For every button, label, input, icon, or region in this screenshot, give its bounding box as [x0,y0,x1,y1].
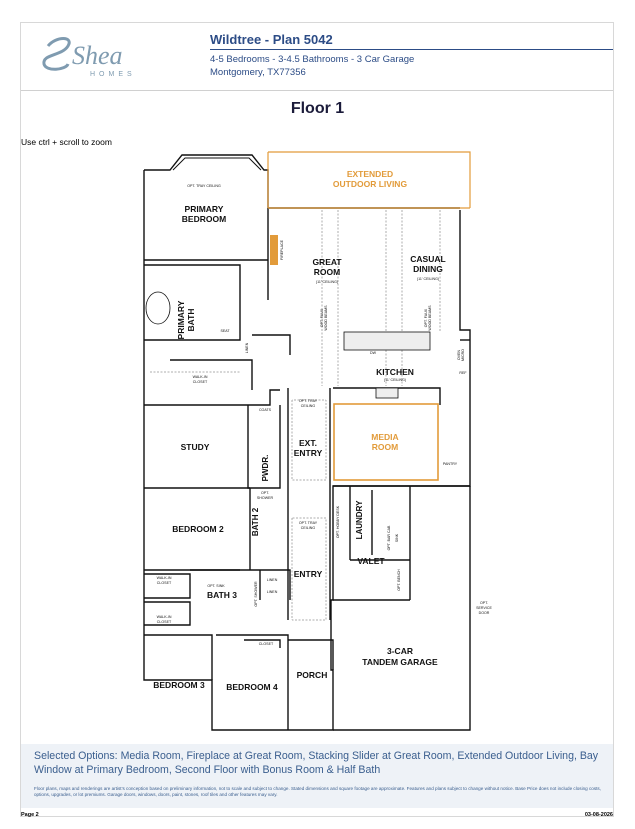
label-opt-sink: OPT. SINK [207,584,225,588]
label-outdoor-2: OUTDOOR LIVING [332,179,408,189]
label-tray-primary: OPT. TRAY CEILING [187,184,221,188]
label-bath3: BATH 3 [206,590,238,600]
logo-sub: HOMES [90,71,136,78]
label-linen-b: LINEN [266,590,278,594]
label-kitchen: KITCHEN [376,367,414,377]
label-entry: ENTRY [293,569,323,579]
label-pwdr: PWDR. [261,454,270,482]
label-bar-cab: OPT. BAR CAB [387,525,391,551]
zoom-hint: Use ctrl + scroll to zoom [21,137,112,147]
label-laundry: LAUNDRY [355,500,364,540]
label-beams-a2: WOOD BEAMS [324,305,328,331]
label-porch: PORCH [296,670,328,680]
label-wic2-2: CLOSET [156,581,172,585]
label-linen: LINEN [245,342,249,354]
label-wic3-1: WALK-IN [156,615,172,619]
label-opt-shower-2: SHOWER [256,496,274,500]
label-service-door-3: DOOR [478,611,490,615]
label-tray-ext-1: OPT. TRAY [298,399,318,403]
label-kitchen-ceiling: (11' CEILING) [383,378,407,382]
label-walkin-1: WALK-IN [192,375,208,379]
label-oven-1: OVEN [457,349,461,361]
label-great-ceiling: (11' CEILING) [315,280,339,284]
plan-location: Montgomery, TX77356 [210,66,306,78]
label-ref: REF [459,371,467,375]
label-media-1: MEDIA [371,432,399,442]
label-study: STUDY [180,442,210,452]
label-opt-shower-b3: OPT. SHOWER [254,581,258,607]
label-primary-bedroom-1: PRIMARY [184,204,224,214]
label-outdoor-1: EXTENDED [346,169,394,179]
label-pantry: PANTRY [442,462,458,466]
label-primary-bedroom-2: BEDROOM [181,214,227,224]
label-casual-1: CASUAL [410,254,446,264]
label-sink: SINK [395,533,399,543]
plan-details: 4-5 Bedrooms - 3-4.5 Bathrooms - 3 Car Garage [210,54,415,65]
label-ext-1: EXT. [299,438,317,448]
label-service-door-2: SERVICE [476,606,492,610]
label-closet: CLOSET [258,642,274,646]
label-opt-bench: OPT. BENCH [397,569,401,591]
label-casual-2: DINING [413,264,443,274]
label-casual-ceiling: (11' CEILING) [416,277,440,281]
label-beams-b1: OPT. FAUX [424,308,428,328]
logo-word: Shea [72,41,123,70]
label-tray-ext-2: CEILING [300,404,316,408]
label-dw: DW [370,351,376,355]
label-great-2: ROOM [313,267,341,277]
label-media-2: ROOM [371,442,399,452]
label-opt-shower-1: OPT. [261,491,269,495]
label-bath2: BATH 2 [251,507,260,537]
label-ext-2: ENTRY [293,448,323,458]
selected-options: Selected Options: Media Room, Fireplace at Great Room, Stacking Slider at Great Room, Extended Outdoor Living, Bay Window at Primary Bedroom, Second Floor with Bonus Room & Half Bath [34,750,599,776]
label-linen-a: LINEN [266,578,278,582]
print-date: 03-08-2026 [584,812,613,818]
plan-title: Wildtree - Plan 5042 [210,32,333,47]
label-beams-a1: OPT. FAUX [320,308,324,328]
label-garage-2: TANDEM GARAGE [362,657,438,667]
label-beams-b2: WOOD BEAMS [428,305,432,331]
floor-title: Floor 1 [290,100,345,117]
disclaimer: Floor plans, maps and renderings are artist's conception based on preliminary information, not to scale and subject to change. Stated dimensions and square footage are approximate. Features and plans subject to change without notice. Base Price does not include closing costs, options, upgrades, or lot premiums. Garage doors, windows, doors, paint, stones, roof tiles and other features may vary. [34,786,602,797]
label-garage-1: 3-CAR [387,646,413,656]
label-primary-bath-2: BATH [186,308,196,332]
label-valet: VALET [357,556,385,566]
label-fireplace: FIREPLACE [280,240,284,260]
label-oven-2: MICRO [461,349,465,361]
label-great-1: GREAT [312,257,342,267]
label-bedroom4: BEDROOM 4 [226,682,278,692]
label-tray-entry-1: OPT. TRAY [298,521,318,525]
floor-plan[interactable] [140,150,492,735]
label-wic2-1: WALK-IN [156,576,172,580]
label-walkin-2: CLOSET [192,380,208,384]
plan-details-block [210,54,414,79]
label-service-door-1: OPT. [480,601,488,605]
title-rule [210,49,613,50]
label-tray-entry-2: CEILING [300,526,316,530]
label-wic3-2: CLOSET [156,620,172,624]
label-bedroom2: BEDROOM 2 [172,524,224,534]
label-hobby-desk: OPT. HOBBY DESK [336,505,340,539]
page-number: Page 2 [21,812,39,818]
label-bedroom3: BEDROOM 3 [153,680,205,690]
label-primary-bath-1: PRIMARY [176,300,186,340]
shea-homes-logo [22,24,188,88]
label-seat: SEAT [220,329,230,333]
label-coats: COATS [258,408,272,412]
